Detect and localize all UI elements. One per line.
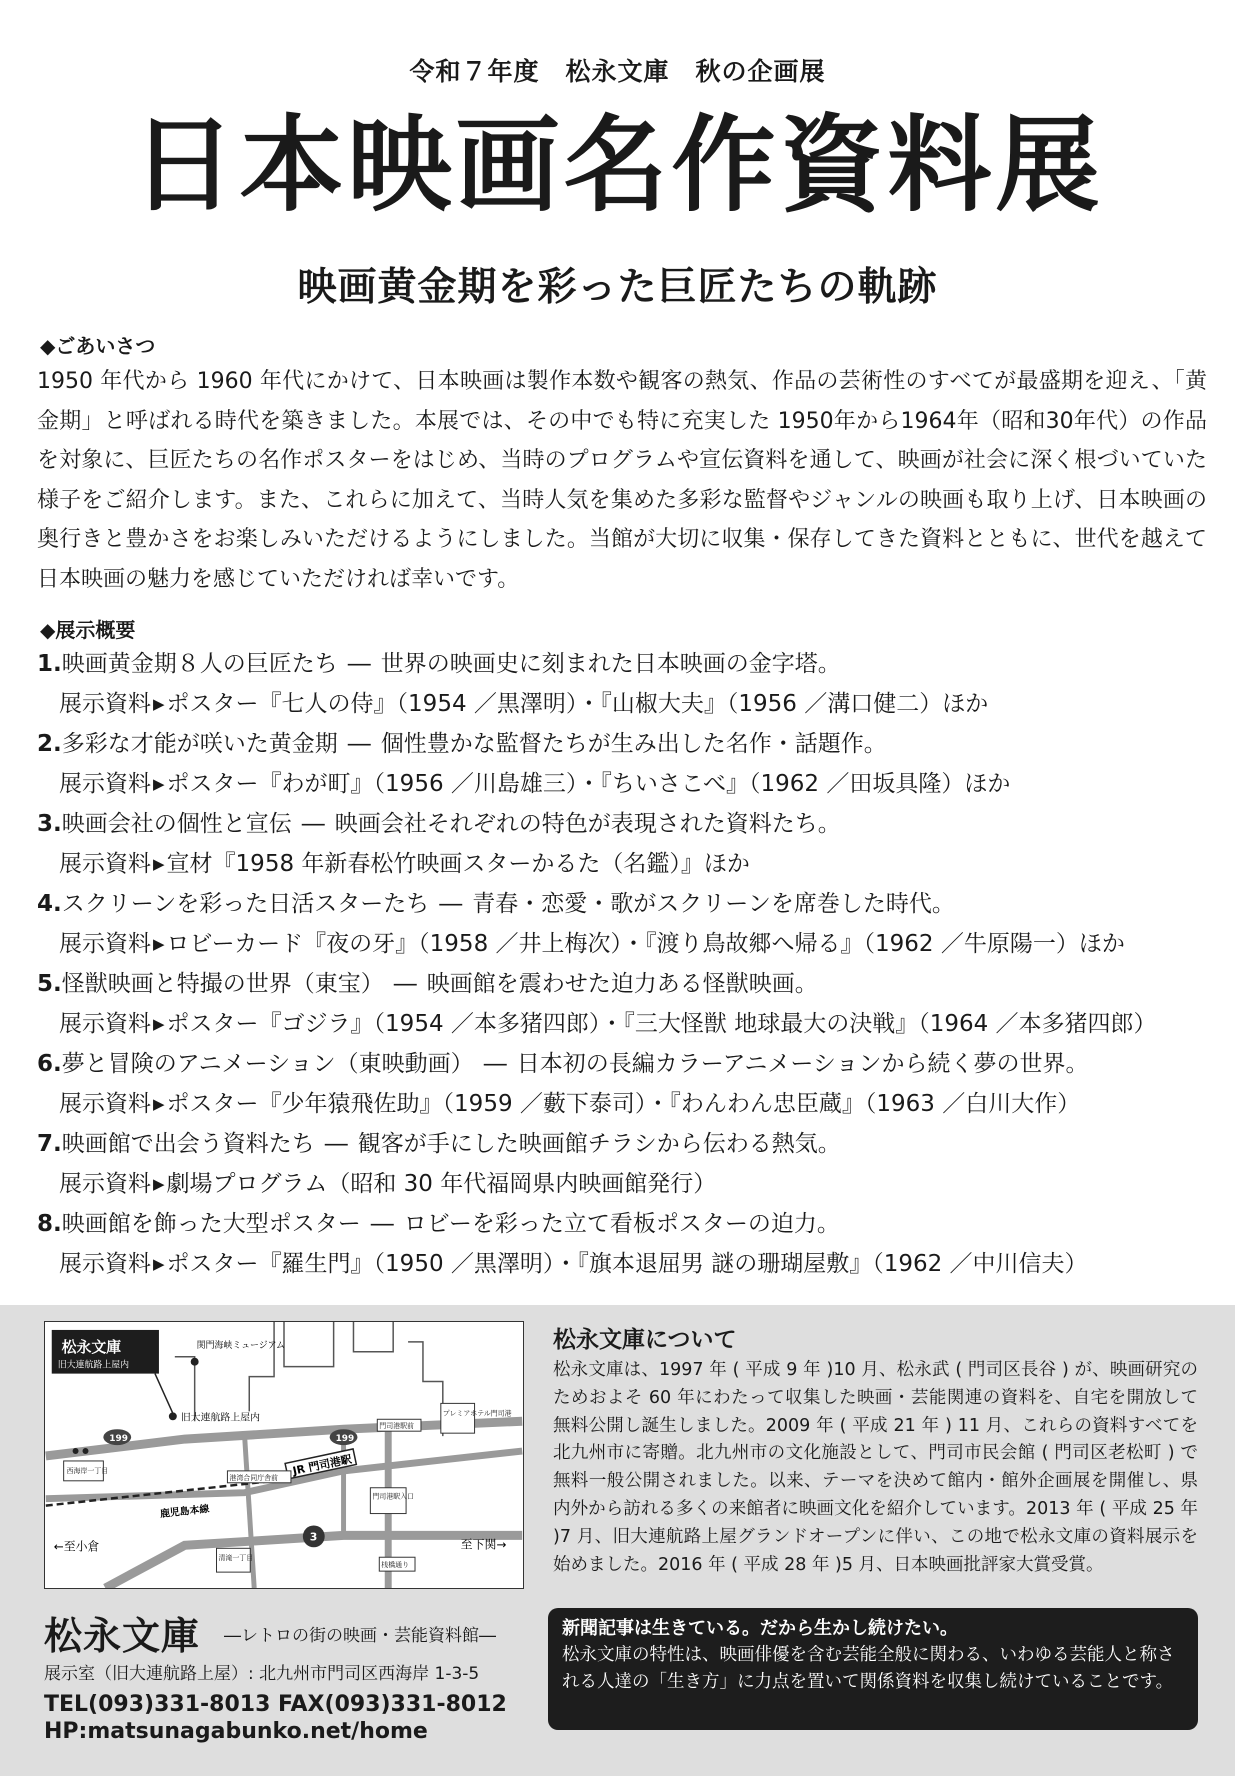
- exhibit-detail: [37, 1164, 1217, 1204]
- exhibit-title: スクリーンを彩った日活スターたち: [61, 891, 430, 917]
- exhibit-title: 映画黄金期８人の巨匠たち: [61, 651, 338, 677]
- detail-label: 展示資料: [59, 691, 151, 717]
- triangle-icon: ▶: [153, 1255, 165, 1273]
- stop-station-front: 門司港駅前: [379, 1422, 414, 1431]
- stop-premier-hotel: プレミアホテル門司港: [442, 1409, 512, 1418]
- exhibit-detail-text: ポスター『七人の侍』（1954 ／黒澤明）・『山椒大夫』（1956 ／溝口健二）ほか: [166, 691, 989, 717]
- exhibit-detail: [37, 684, 1217, 724]
- exhibit-number: 8.: [37, 1211, 62, 1237]
- map-library-label: 松永文庫: [61, 1337, 122, 1356]
- map-station-label: JR 門司港駅: [291, 1452, 353, 1478]
- exhibit-number: 4.: [37, 891, 62, 917]
- slogan-body: 松永文庫の特性は、映画俳優を含む芸能全般に関わる、いわゆる芸能人と称される人達の「生き方」に力点を置いて関係資料を収集し続けていることです。: [562, 1645, 1175, 1692]
- exhibit-detail-text: ポスター『少年猿飛佐助』（1959 ／藪下泰司）・『わんわん忠臣蔵』（1963 ／白川大作）: [166, 1091, 1081, 1117]
- greeting-heading: ◆ごあいさつ: [40, 334, 156, 358]
- exhibit-title: 映画館で出会う資料たち: [61, 1131, 315, 1157]
- exhibit-number: 5.: [37, 971, 62, 997]
- exhibit-number: 7.: [37, 1131, 62, 1157]
- triangle-icon: ▶: [153, 935, 165, 953]
- exhibit-detail: [37, 924, 1217, 964]
- exhibit-description: 映画館を震わせた迫力ある怪獣映画。: [426, 971, 818, 997]
- map-to-shimonoseki: 至下関→: [460, 1537, 507, 1552]
- exhibit-detail-text: ポスター『ゴジラ』（1954 ／本多猪四郎）・『三大怪獣 地球最大の決戦』（1964 ／本多猪四郎）: [166, 1011, 1157, 1037]
- map-library-sub: 旧大連航路上屋内: [57, 1360, 130, 1371]
- exhibit-description: 観客が手にした映画館チラシから伝わる熱気。: [357, 1131, 841, 1157]
- exhibit-item: 3.映画会社の個性と宣伝 ― 映画会社それぞれの特色が表現された資料たち。: [37, 811, 841, 837]
- overview-heading: ◆展示概要: [40, 618, 136, 642]
- map-museum-label: 関門海峡ミュージアム: [196, 1340, 285, 1351]
- library-address: 展示室（旧大連航路上屋）: 北九州市門司区西海岸 1-3-5: [44, 1664, 480, 1684]
- exhibit-number: 1.: [37, 651, 62, 677]
- exhibit-detail-text: ロビーカード『夜の牙』（1958 ／井上梅次）・『渡り鳥故郷へ帰る』（1962 ／牛原陽一）ほか: [166, 931, 1125, 957]
- exhibit-item: 6.夢と冒険のアニメーション（東映動画） ― 日本初の長編カラーアニメーションから続く夢の世界。: [37, 1051, 1089, 1077]
- library-tagline: ―レトロの街の映画・芸能資料館―: [224, 1626, 496, 1646]
- stop-port-office: 港湾合同庁舎前: [229, 1473, 278, 1482]
- exhibit-detail: [37, 844, 1217, 884]
- exhibit-number: 3.: [37, 811, 62, 837]
- triangle-icon: ▶: [153, 1095, 165, 1113]
- greeting-body: 1950 年代から 1960 年代にかけて、日本映画は製作本数や観客の熱気、作品の芸術性のすべてが最盛期を迎え、「黄金期」と呼ばれる時代を築きました。本展では、その中でも特に充実した 1950年から1964年（昭和30年代）の作品を対象に、巨匠たちの名作ポスターをはじめ、当時のプログラムや宣伝資料を通して、映画が社会に深く根づいていた様子をご紹介します。また、これらに加えて、当時人気を集めた多彩な監督やジャンルの映画も取り上げ、日本映画の奥行きと豊かさをお楽しみいただけるようにしました。当館が大切に収集・保存してきた資料とともに、世代を越えて日本映画の魅力を感じていただければ幸いです。: [37, 369, 1207, 592]
- slogan-box: [548, 1608, 1198, 1730]
- exhibit-item: 1.映画黄金期８人の巨匠たち ― 世界の映画史に刻まれた日本映画の金字塔。: [37, 651, 841, 677]
- exhibit-detail: [37, 1084, 1217, 1124]
- detail-label: 展示資料: [59, 1171, 151, 1197]
- exhibit-detail-text: ポスター『羅生門』（1950 ／黒澤明）・『旗本退屈男 謎の珊瑚屋敷』（1962 ／中川信夫）: [166, 1251, 1088, 1277]
- event-subtitle: 令和７年度 松永文庫 秋の企画展: [409, 57, 826, 86]
- triangle-icon: ▶: [153, 1175, 165, 1193]
- exhibit-item: 2.多彩な才能が咲いた黄金期 ― 個性豊かな監督たちが生み出した名作・話題作。: [37, 731, 887, 757]
- exhibit-item: 7.映画館で出会う資料たち ― 観客が手にした映画館チラシから伝わる熱気。: [37, 1131, 841, 1157]
- exhibit-detail: [37, 764, 1217, 804]
- route-199-a: 199: [109, 1434, 128, 1445]
- exhibit-title: 怪獣映画と特撮の世界（東宝）: [61, 971, 384, 997]
- exhibit-number: 2.: [37, 731, 62, 757]
- exhibit-description: 世界の映画史に刻まれた日本映画の金字塔。: [380, 651, 841, 677]
- exhibit-description: ロビーを彩った立て看板ポスターの迫力。: [403, 1211, 840, 1237]
- exhibit-detail-text: ポスター『わが町』（1956 ／川島雄三）・『ちいさこべ』（1962 ／田坂具隆）ほか: [166, 771, 1011, 797]
- exhibit-title: 映画館を飾った大型ポスター: [61, 1211, 361, 1237]
- triangle-icon: ▶: [153, 695, 165, 713]
- detail-label: 展示資料: [59, 1251, 151, 1277]
- about-heading: 松永文庫について: [553, 1327, 737, 1353]
- stop-nishikaigan: 西海岸一丁目: [66, 1466, 109, 1475]
- library-website[interactable]: HP:matsunagabunko.net/home: [44, 1719, 428, 1744]
- stop-sanbashi: 桟橋通り: [381, 1561, 410, 1570]
- detail-label: 展示資料: [59, 771, 151, 797]
- triangle-icon: ▶: [153, 775, 165, 793]
- exhibit-item: 5.怪獣映画と特撮の世界（東宝） ― 映画館を震わせた迫力ある怪獣映画。: [37, 971, 818, 997]
- about-body: 松永文庫は、1997 年 ( 平成 9 年 )10 月、松永武 ( 門司区長谷 ) が、映画研究のためおよそ 60 年にわたって収集した映画・芸能関連の資料を、自宅を開放して無料公開し誕生しました。2009 年 ( 平成 21 年 ) 11 月、これらの資料すべてを北九州市に寄贈。北九州市の文化施設として、門司市民会館 ( 門司区老松町 ) で無料一般公開されました。以来、テーマを決めて館内・館外企画展を開催し、県内外から訪れる多くの来館者に映画文化を紹介しています。2013 年 ( 平成 25 年 )7 月、旧大連航路上屋グランドオープンに伴い、この地で松永文庫の資料展示を始めました。2016 年 ( 平成 28 年 )5 月、日本映画批評家大賞受賞。: [553, 1360, 1198, 1575]
- triangle-icon: ▶: [153, 1015, 165, 1033]
- exhibit-list: [37, 644, 1217, 1284]
- access-map: [44, 1321, 524, 1589]
- exhibit-detail: [37, 1004, 1217, 1044]
- exhibit-item: 4.スクリーンを彩った日活スターたち ― 青春・恋愛・歌がスクリーンを席巻した時代。: [37, 891, 955, 917]
- exhibit-description: 個性豊かな監督たちが生み出した名作・話題作。: [380, 731, 887, 757]
- exhibit-item: 8.映画館を飾った大型ポスター ― ロビーを彩った立て看板ポスターの迫力。: [37, 1211, 840, 1237]
- slogan-title: 新聞記事は生きている。だから生かし続けたい。: [562, 1618, 958, 1639]
- page-title: 日本映画名作資料展: [131, 104, 1104, 226]
- detail-label: 展示資料: [59, 931, 151, 957]
- footer-panel: [0, 1305, 1235, 1776]
- detail-label: 展示資料: [59, 1011, 151, 1037]
- exhibit-number: 6.: [37, 1051, 62, 1077]
- stop-seiryu: 清滝一丁目: [218, 1554, 254, 1563]
- exhibit-title: 多彩な才能が咲いた黄金期: [61, 731, 338, 757]
- exhibit-title: 映画会社の個性と宣伝: [61, 811, 292, 837]
- route-3: 3: [309, 1530, 318, 1544]
- exhibit-detail: [37, 1244, 1217, 1284]
- library-name: 松永文庫: [44, 1614, 201, 1658]
- detail-label: 展示資料: [59, 851, 151, 877]
- map-to-kokura: ←至小倉: [53, 1539, 100, 1554]
- event-tagline: 映画黄金期を彩った巨匠たちの軌跡: [297, 265, 938, 310]
- exhibit-description: 青春・恋愛・歌がスクリーンを席巻した時代。: [472, 891, 955, 917]
- map-building-label: 旧大連航路上屋内: [180, 1412, 261, 1424]
- detail-label: 展示資料: [59, 1091, 151, 1117]
- exhibit-detail-text: 劇場プログラム（昭和 30 年代福岡県内映画館発行）: [166, 1171, 717, 1197]
- exhibit-description: 日本初の長編カラーアニメーションから続く夢の世界。: [516, 1051, 1089, 1077]
- library-phone: TEL(093)331-8013 FAX(093)331-8012: [44, 1692, 507, 1717]
- triangle-icon: ▶: [153, 855, 165, 873]
- exhibit-detail-text: 宣材『1958 年新春松竹映画スターかるた（名鑑）』ほか: [166, 851, 750, 877]
- exhibit-title: 夢と冒険のアニメーション（東映動画）: [61, 1051, 474, 1077]
- route-199-b: 199: [335, 1434, 355, 1445]
- map-rail-line-label: 鹿児島本線: [159, 1503, 210, 1521]
- stop-station-entrance: 門司港駅入口: [372, 1492, 414, 1501]
- exhibit-description: 映画会社それぞれの特色が表現された資料たち。: [334, 811, 841, 837]
